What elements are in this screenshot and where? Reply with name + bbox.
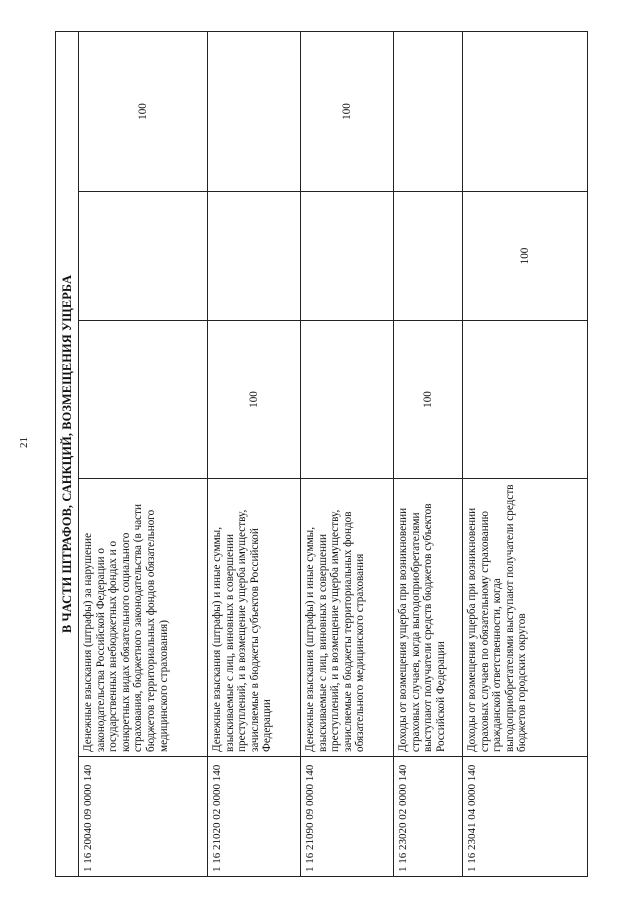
table-row: [79, 31, 208, 876]
value-column-3: 100: [301, 31, 394, 191]
revenue-description: Доходы от возмещения ущерба при возникновении страховых случаев, когда выгодоприобретателями выступают получатели средств бюджетов субъектов Российской Федерации: [394, 479, 463, 757]
value-column-1: [463, 321, 588, 479]
value-column-2: [208, 192, 301, 321]
revenue-code: 1 16 21020 02 0000 140: [208, 757, 301, 877]
table-row: [301, 31, 394, 876]
value-column-3: [394, 31, 463, 191]
value-column-1: [79, 321, 208, 479]
revenue-code: 1 16 21090 09 0000 140: [301, 757, 394, 877]
value-column-3: [463, 31, 588, 191]
value-column-1: 100: [394, 321, 463, 479]
value-column-2: [301, 192, 394, 321]
revenue-code: 1 16 23041 04 0000 140: [463, 757, 588, 877]
revenue-description: Доходы от возмещения ущерба при возникновении страховых случаев по обязательному страхованию гражданской ответственности, когда выгодоприобретателями выступают получатели средств бюджетов городских округов: [463, 479, 588, 757]
revenue-description: Денежные взыскания (штрафы) за нарушение законодательства Российской Федерации о государственных внебюджетных фондах и о конкретных видах обязательного социального страхования, бюджетного законодательства (в части бюджетов территориальных фондов обязательного медицинского страхования): [79, 479, 208, 757]
revenue-code: 1 16 23020 02 0000 140: [394, 757, 463, 877]
revenue-description: Денежные взыскания (штрафы) и иные суммы, взыскиваемые с лиц, виновных в совершении преступлений, и в возмещение ущерба имуществу, зачисляемые в бюджеты субъектов Российской Федерации: [208, 479, 301, 757]
value-column-2: [79, 192, 208, 321]
value-column-2: 100: [463, 192, 588, 321]
table-row: [394, 31, 463, 876]
value-column-1: [301, 321, 394, 479]
budget-revenue-table: [55, 31, 588, 877]
section-header-row: [56, 31, 79, 876]
value-column-3: [208, 31, 301, 191]
value-column-1: 100: [208, 321, 301, 479]
table-row: [463, 31, 588, 876]
rotated-table-sheet: [55, 32, 585, 877]
revenue-code: 1 16 20040 09 0000 140: [79, 757, 208, 877]
revenue-description: Денежные взыскания (штрафы) и иные суммы, взыскиваемые с лиц, виновных в совершении преступлений, и в возмещение ущерба имуществу, зачисляемые в бюджеты территориальных фондов обязательного медицинского страхования: [301, 479, 394, 757]
page-number: 21: [18, 437, 30, 448]
value-column-3: 100: [79, 31, 208, 191]
table-row: [208, 31, 301, 876]
value-column-2: [394, 192, 463, 321]
section-title: В ЧАСТИ ШТРАФОВ, САНКЦИЙ, ВОЗМЕЩЕНИЯ УЩЕРБА: [56, 31, 79, 876]
